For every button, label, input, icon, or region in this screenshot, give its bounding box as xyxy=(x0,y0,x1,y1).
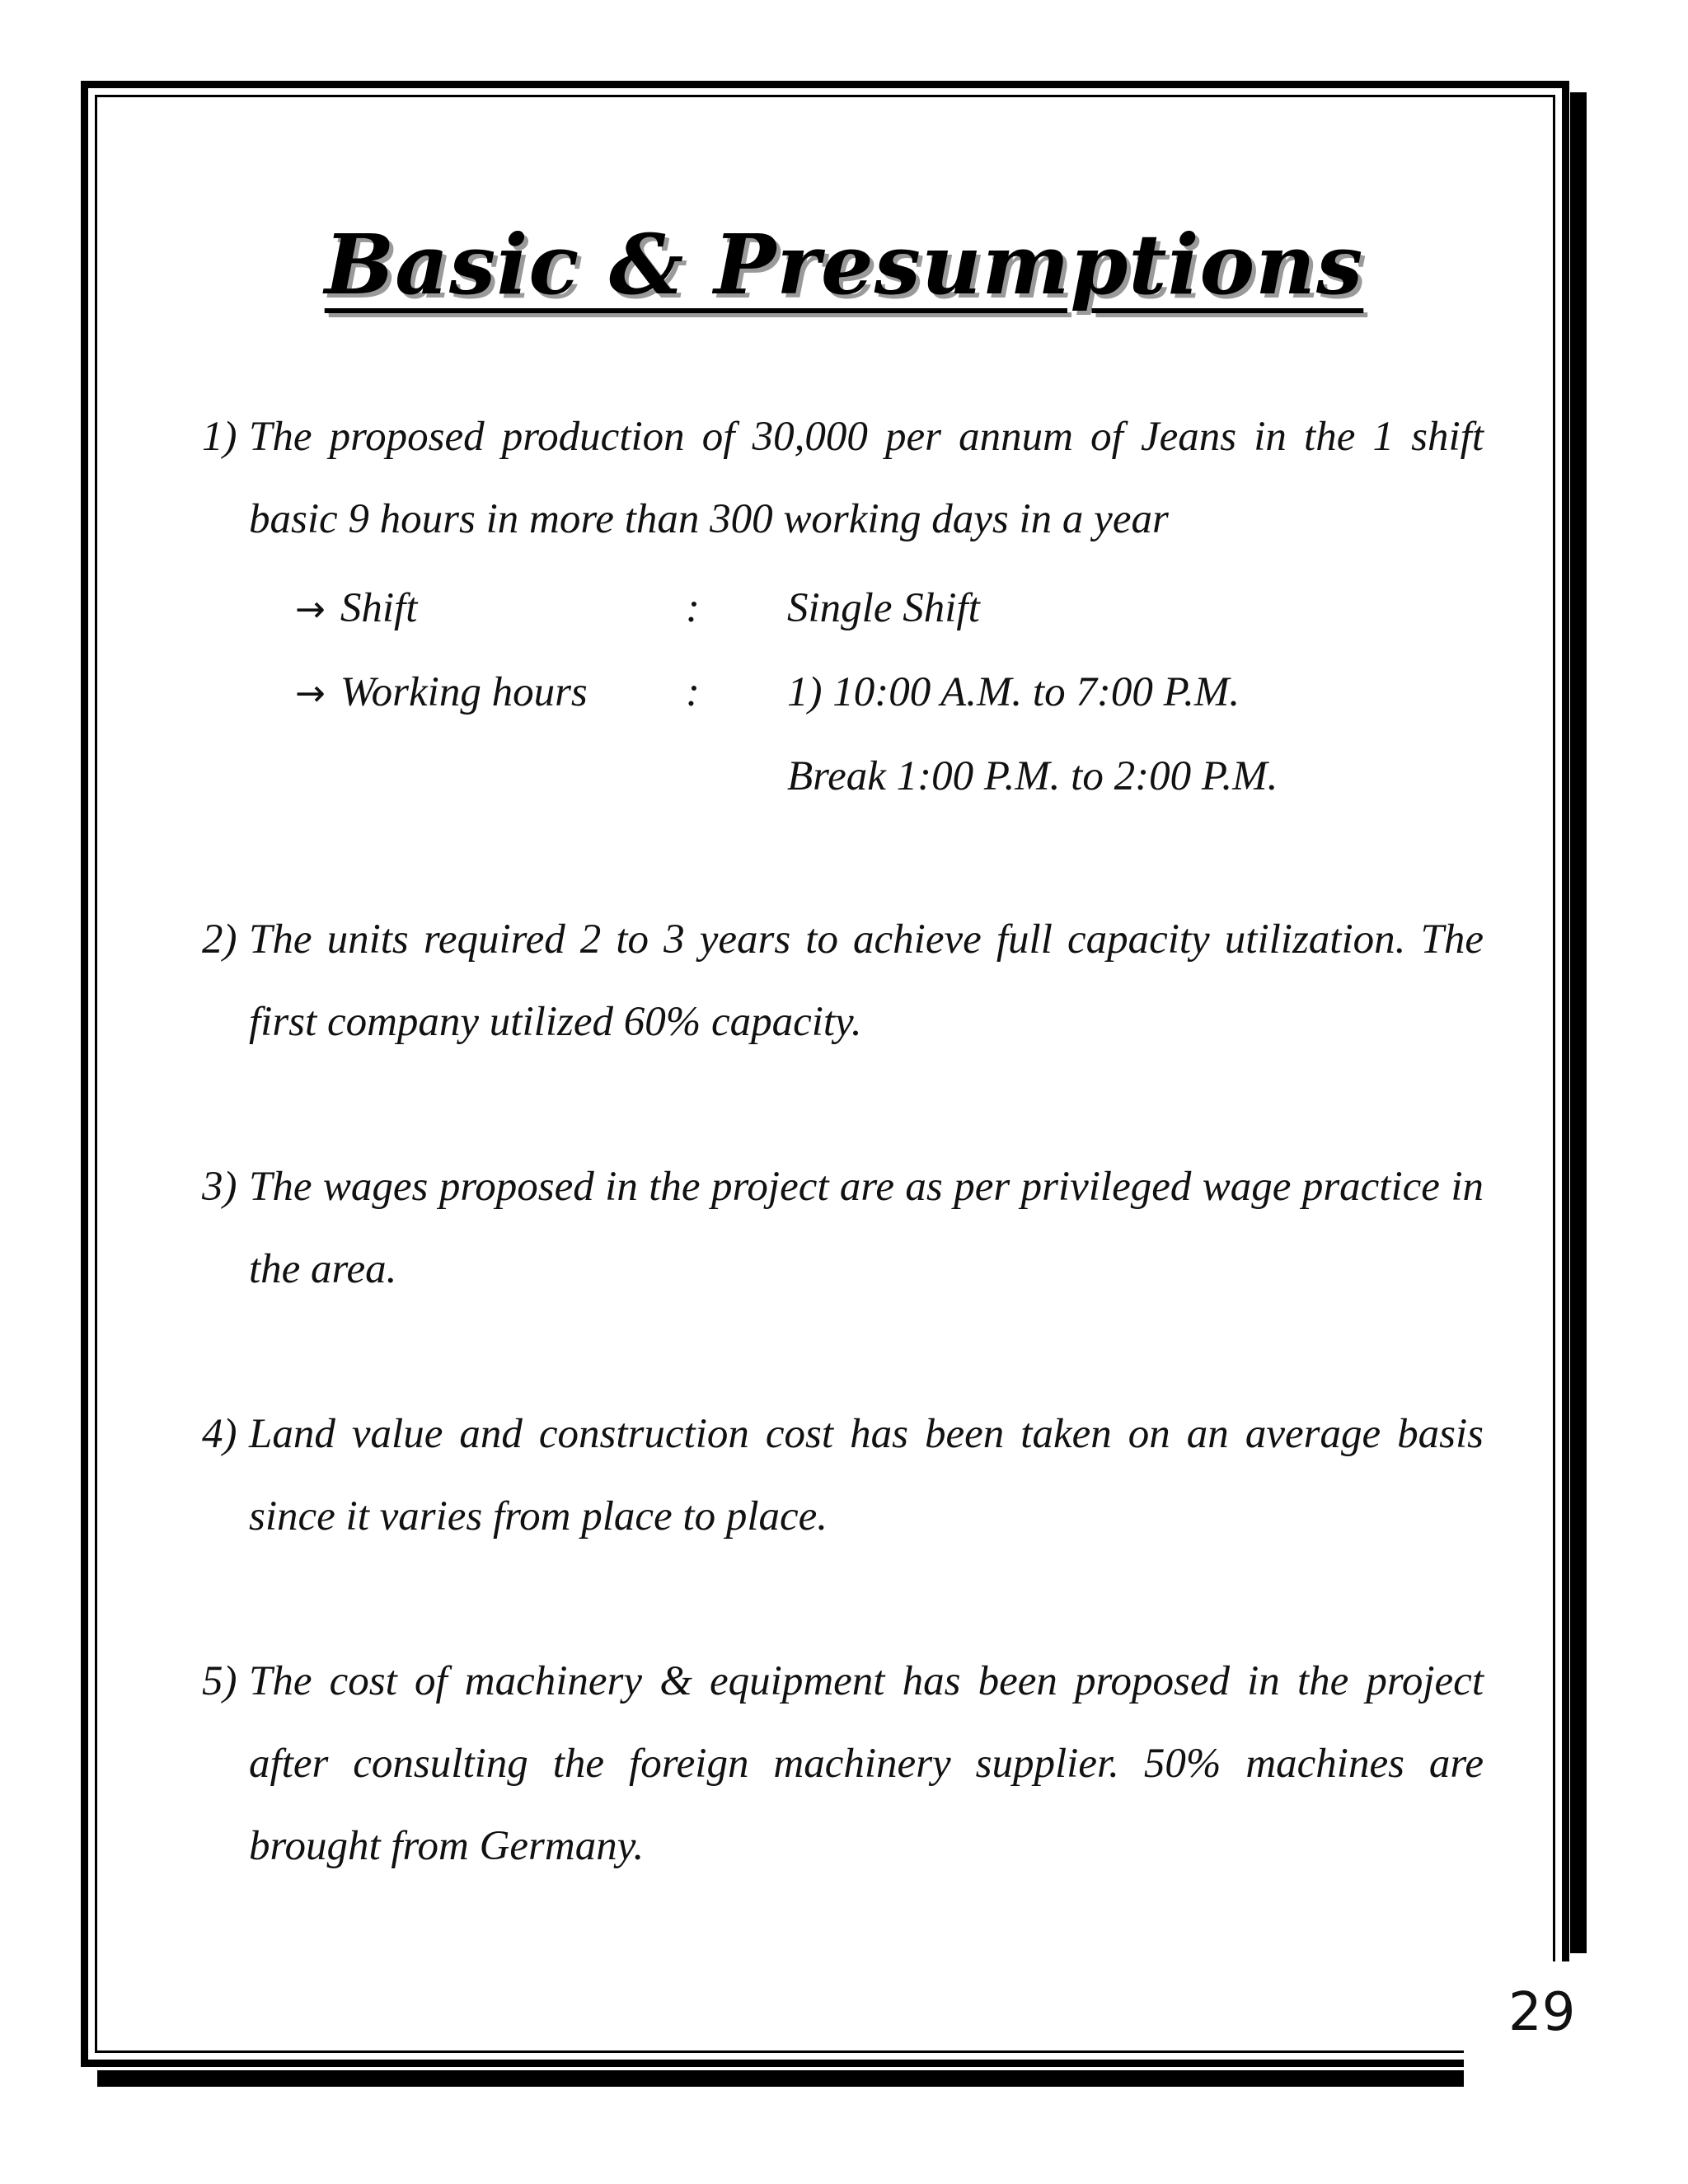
list-item-1 xyxy=(202,396,1484,560)
list-item-text xyxy=(249,1393,1484,1558)
list-item-number: 3) xyxy=(202,1164,237,1210)
list-item-line: brought from Germany. xyxy=(249,1823,645,1869)
list-item-line: after consulting the foreign machinery supplier. 50% machines are xyxy=(249,1741,1484,1787)
detail-label: Shift xyxy=(340,585,418,631)
detail-value-working-hours: 1) 10:00 A.M. to 7:00 P.M. xyxy=(787,669,1240,715)
detail-separator: : xyxy=(686,669,700,715)
list-item-number: 4) xyxy=(202,1411,237,1457)
list-item-number: 2) xyxy=(202,916,237,963)
border-shadow-right xyxy=(1570,92,1587,1953)
detail-value-break: Break 1:00 P.M. to 2:00 P.M. xyxy=(787,753,1278,799)
detail-value-shift: Single Shift xyxy=(787,585,980,631)
list-item-line: The proposed production of 30,000 per annum of Jeans in the 1 shift xyxy=(249,414,1484,460)
list-item-line: first company utilized 60% capacity. xyxy=(249,999,862,1045)
list-item-line: The cost of machinery & equipment has been proposed in the project xyxy=(249,1658,1484,1704)
list-item-text xyxy=(249,1146,1484,1310)
list-item-2 xyxy=(202,898,1484,1063)
detail-label-shift xyxy=(295,583,417,635)
page-title: Basic & Presumptions xyxy=(324,216,1364,313)
list-item-3 xyxy=(202,1146,1484,1310)
list-item-text xyxy=(249,396,1484,560)
list-item-line: the area. xyxy=(249,1246,397,1292)
detail-label: Working hours xyxy=(340,669,588,715)
list-item-line: since it varies from place to place. xyxy=(249,1493,828,1540)
list-item-number: 1) xyxy=(202,414,237,460)
list-item-line: The wages proposed in the project are as per privileged wage practice in xyxy=(249,1164,1484,1210)
list-item-5 xyxy=(202,1640,1484,1887)
list-item-text xyxy=(249,898,1484,1063)
list-item-line: The units required 2 to 3 years to achieve full capacity utilization. The xyxy=(249,916,1484,963)
list-item-text xyxy=(249,1640,1484,1887)
list-item-number: 5) xyxy=(202,1658,237,1704)
arrow-right-icon: → xyxy=(295,673,326,715)
list-item-line: Land value and construction cost has been taken on an average basis xyxy=(249,1411,1484,1457)
detail-label-working-hours xyxy=(295,668,588,719)
detail-separator: : xyxy=(686,585,700,631)
border-shadow-bottom xyxy=(97,2070,1464,2087)
arrow-right-icon: → xyxy=(295,588,326,630)
page-number: 29 xyxy=(1508,1982,1576,2043)
list-item-line: basic 9 hours in more than 300 working days in a year xyxy=(249,496,1169,542)
list-item-4 xyxy=(202,1393,1484,1558)
